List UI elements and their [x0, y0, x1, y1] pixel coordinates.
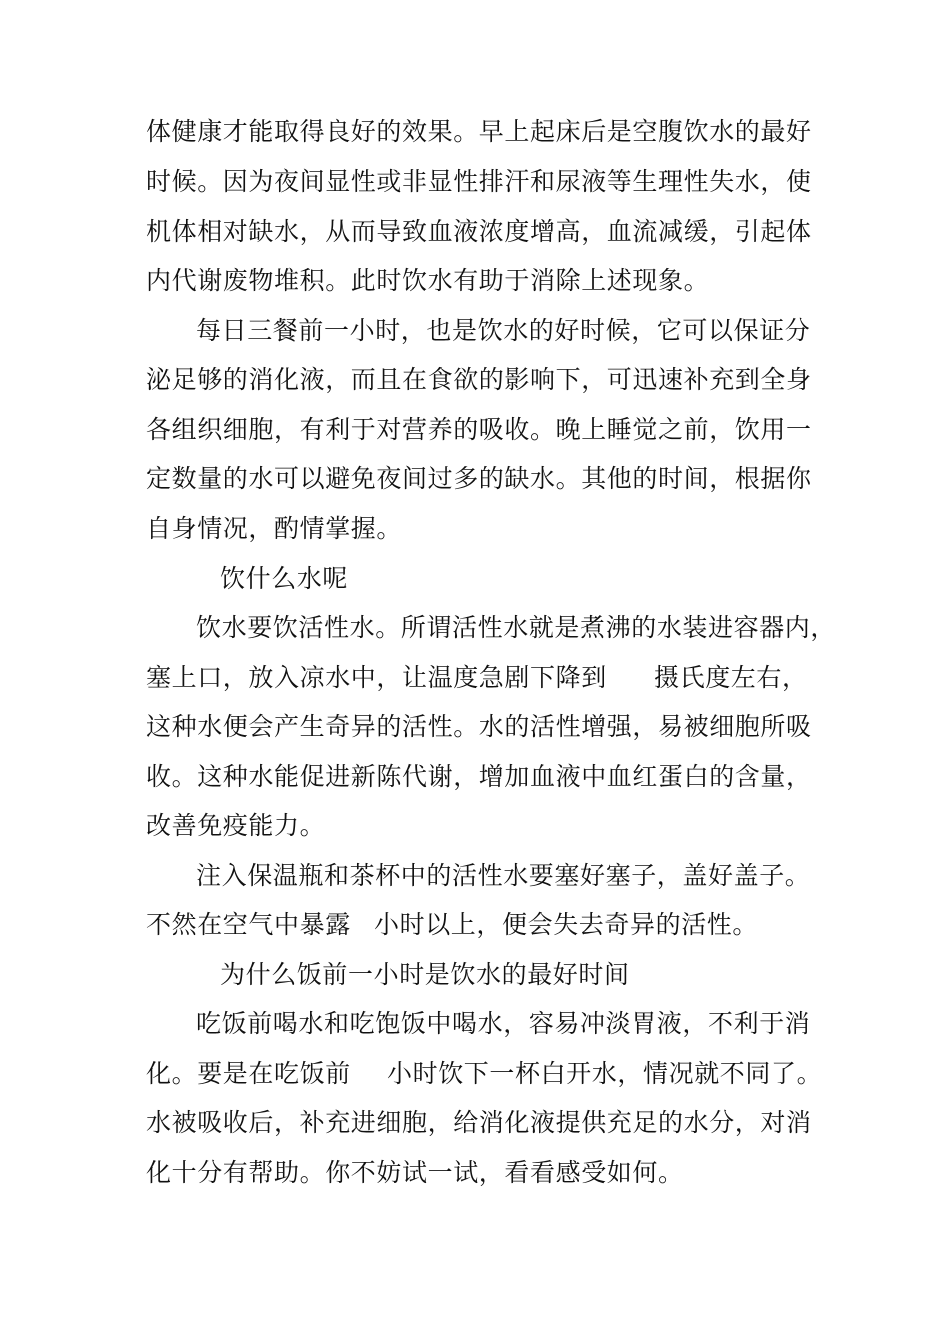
text-line-continuation: 摄氏度左右， — [654, 663, 808, 692]
text-line: 这种水便会产生奇异的活性。水的活性增强，易被细胞所吸 — [146, 712, 812, 741]
text-line: 水被吸收后，补充进细胞，给消化液提供充足的水分，对消 — [146, 1108, 812, 1137]
text-line: 不然在空气中暴露 — [146, 910, 351, 939]
text-line-continuation: 小时饮下一杯白开水，情况就不同了。 — [387, 1059, 823, 1088]
text-line: 自身情况，酌情掌握。 — [146, 514, 403, 543]
text-line: 化十分有帮助。你不妨试一试，看看感受如何。 — [146, 1158, 684, 1187]
text-line: 注入保温瓶和茶杯中的活性水要塞好塞子，盖好盖子。 — [196, 861, 811, 890]
text-line: 时候。因为夜间显性或非显性排汗和尿液等生理性失水，使 — [146, 167, 812, 196]
text-line: 体健康才能取得良好的效果。早上起床后是空腹饮水的最好 — [146, 117, 812, 146]
text-line: 每日三餐前一小时，也是饮水的好时候，它可以保证分 — [196, 316, 811, 345]
text-line: 内代谢废物堆积。此时饮水有助于消除上述现象。 — [146, 266, 710, 295]
text-line: 机体相对缺水，从而导致血液浓度增高，血流减缓，引起体 — [146, 217, 812, 246]
text-line: 吃饭前喝水和吃饱饭中喝水，容易冲淡胃液，不利于消 — [196, 1009, 811, 1038]
text-line: 塞上口，放入凉水中，让温度急剧下降到 — [146, 663, 607, 692]
text-line: 定数量的水可以避免夜间过多的缺水。其他的时间，根据你 — [146, 464, 812, 493]
text-line: 饮水要饮活性水。所谓活性水就是煮沸的水装进容器内， — [196, 613, 837, 642]
section-heading: 饮什么水呢 — [220, 564, 349, 593]
text-line: 泌足够的消化液，而且在食欲的影响下，可迅速补充到全身 — [146, 365, 812, 394]
text-line: 化。要是在吃饭前 — [146, 1059, 351, 1088]
text-line: 收。这种水能促进新陈代谢，增加血液中血红蛋白的含量， — [146, 762, 812, 791]
section-heading: 为什么饭前一小时是饮水的最好时间 — [220, 960, 630, 989]
text-line-continuation: 小时以上，便会失去奇异的活性。 — [374, 910, 759, 939]
text-line: 改善免疫能力。 — [146, 811, 326, 840]
text-line: 各组织细胞，有利于对营养的吸收。晚上睡觉之前，饮用一 — [146, 415, 812, 444]
